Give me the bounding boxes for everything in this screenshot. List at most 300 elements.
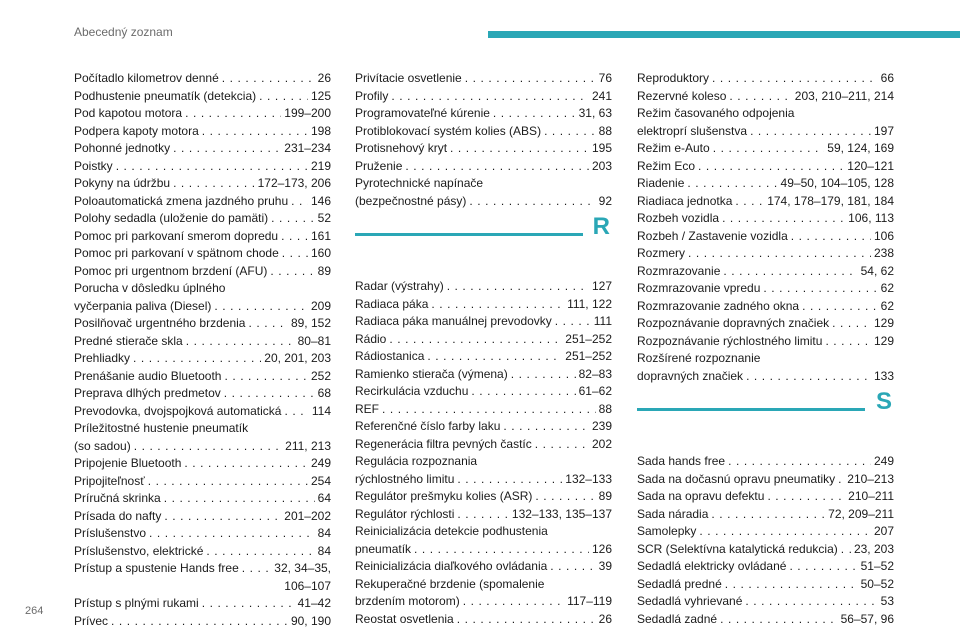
index-entry xyxy=(355,471,612,489)
index-entry-pages: 207 xyxy=(873,524,894,538)
page-header-title: Abecedný zoznam xyxy=(74,25,173,39)
index-entry xyxy=(355,123,612,141)
index-entry-term: (so sadou) xyxy=(74,438,131,453)
section-divider xyxy=(355,213,612,278)
index-entry-term: Sada náradia xyxy=(637,506,709,521)
dot-leader xyxy=(712,70,878,88)
index-entry-pages: 92 xyxy=(598,193,612,208)
index-entry-pages: 202 xyxy=(591,436,612,451)
index-entry-term: Riadenie xyxy=(637,176,685,190)
dot-leader xyxy=(148,473,308,491)
index-entry xyxy=(355,140,612,158)
index-entry xyxy=(74,350,331,368)
index-entry xyxy=(355,558,612,576)
index-entry-term: Rozbeh / Zastavenie vozidla xyxy=(637,228,788,243)
index-entry-term: Rozmery xyxy=(637,246,686,260)
dot-leader xyxy=(802,298,878,316)
dot-leader xyxy=(698,158,844,176)
index-entry xyxy=(74,123,331,141)
index-entry-pages: 120–121 xyxy=(847,158,894,173)
index-entry xyxy=(637,506,894,524)
index-entry-term: Rozšírené rozpoznanie xyxy=(637,351,761,365)
index-entry-term: Radiaca páka xyxy=(355,296,429,311)
dot-leader xyxy=(427,348,562,366)
index-entry-pages: 117–119 xyxy=(567,594,612,608)
index-entry-pages: 132–133 xyxy=(565,471,612,486)
index-entry-term: Rozpoznávanie rýchlostného limitu xyxy=(637,333,823,348)
dot-leader xyxy=(735,193,764,211)
index-entry xyxy=(74,70,331,88)
index-entry xyxy=(637,611,894,629)
index-entry-term: Sada na dočasnú opravu pneumatiky xyxy=(637,471,836,486)
index-entry-term: Rezervné koleso xyxy=(637,88,727,103)
index-entry-pages: 199–200 xyxy=(284,106,331,120)
index-entry xyxy=(637,245,894,263)
index-column-3 xyxy=(637,70,894,628)
dot-leader xyxy=(271,210,315,228)
index-entry xyxy=(74,245,331,263)
index-entry-pages: 54, 62 xyxy=(860,263,894,278)
index-entry xyxy=(355,193,612,211)
index-entry xyxy=(355,488,612,506)
index-entry-term: Poistky xyxy=(74,158,113,173)
index-entry-term: rýchlostného limitu xyxy=(355,471,455,486)
index-entry-term: Regulácia rozpoznania xyxy=(355,454,478,468)
index-entry-pages: 201–202 xyxy=(284,508,331,523)
index-entry-pages: 241 xyxy=(591,88,612,103)
index-entry xyxy=(355,366,612,384)
index-entry-pages: 126 xyxy=(591,541,612,556)
index-entry xyxy=(74,613,331,631)
index-entry xyxy=(637,471,894,489)
index-entry xyxy=(74,595,331,613)
index-entry-pages: 62 xyxy=(880,281,894,295)
index-entry-term: pneumatík xyxy=(355,541,412,556)
index-entry xyxy=(74,438,331,456)
index-entry xyxy=(355,611,612,629)
index-entry xyxy=(74,263,331,281)
dot-leader xyxy=(282,245,308,263)
index-entry-term: Pod kapotou motora xyxy=(74,106,183,120)
index-entry xyxy=(74,105,331,123)
index-entry-pages: 80–81 xyxy=(297,333,331,348)
index-entry-term: Režim Eco xyxy=(637,158,696,173)
index-entry-pages: 127 xyxy=(591,279,612,293)
dot-leader xyxy=(202,595,295,613)
dot-leader xyxy=(550,558,595,576)
index-entry-pages: 239 xyxy=(591,419,612,433)
index-entry xyxy=(355,296,612,314)
index-entry-term: Rozbeh vozidla xyxy=(637,211,720,225)
index-entry-pages: 111 xyxy=(593,314,612,328)
index-entry-pages: 174, 178–179, 181, 184 xyxy=(767,193,894,208)
index-entry xyxy=(637,453,894,471)
index-entry xyxy=(355,88,612,106)
index-entry-pages: 106, 113 xyxy=(848,211,894,225)
dot-leader xyxy=(789,558,857,576)
index-entry xyxy=(74,508,331,526)
index-entry-pages: 197 xyxy=(873,123,894,138)
index-entry-term: Protiblokovací systém kolies (ABS) xyxy=(355,123,542,138)
index-entry-pages: 160 xyxy=(310,246,331,260)
dot-leader xyxy=(270,263,314,281)
index-entry-term: Sedadlá predné xyxy=(637,576,722,591)
index-entry-term: Reproduktory xyxy=(637,71,710,85)
index-entry-term: Profily xyxy=(355,88,389,103)
index-entry xyxy=(355,401,612,419)
dot-leader xyxy=(248,315,288,333)
dot-leader xyxy=(728,453,871,471)
index-entry-pages: 26 xyxy=(598,611,612,626)
index-entry-pages: 89, 152 xyxy=(290,316,331,330)
index-entry xyxy=(74,385,331,403)
index-entry xyxy=(637,88,894,106)
dot-leader xyxy=(111,613,288,631)
index-entry-pages: 59, 124, 169 xyxy=(827,141,894,155)
section-letter: R xyxy=(592,213,610,240)
index-entry-term: REF xyxy=(355,401,379,416)
dot-leader xyxy=(447,278,589,296)
dot-leader xyxy=(711,506,825,524)
index-entry xyxy=(637,368,894,386)
index-entry xyxy=(637,70,894,88)
index-entry xyxy=(74,158,331,176)
index-entry-pages: 238 xyxy=(873,246,894,260)
index-entry-term: Podpera kapoty motora xyxy=(74,123,199,138)
index-entry xyxy=(355,158,612,176)
dot-leader xyxy=(723,263,857,281)
index-entry xyxy=(637,210,894,228)
index-entry xyxy=(74,210,331,228)
dot-leader xyxy=(535,488,595,506)
dot-leader xyxy=(457,471,562,489)
index-entry-term: Prehliadky xyxy=(74,351,131,365)
dot-leader xyxy=(687,175,777,193)
index-entry-pages: 56–57, 96 xyxy=(840,611,894,626)
dot-leader xyxy=(535,436,589,454)
index-entry-pages: 41–42 xyxy=(297,596,331,610)
index-entry xyxy=(637,263,894,281)
dot-leader xyxy=(259,88,308,106)
index-entry xyxy=(74,333,331,351)
index-entry xyxy=(637,158,894,176)
dot-leader xyxy=(184,455,308,473)
index-entry-term: Rekuperačné brzdenie (spomalenie xyxy=(355,576,545,591)
dot-leader xyxy=(465,70,596,88)
index-entry-term: Protisnehový kryt xyxy=(355,141,448,155)
index-entry-pages: 89 xyxy=(317,263,331,278)
page-number: 264 xyxy=(25,605,44,617)
index-entry-term: Rozmrazovanie xyxy=(637,263,721,278)
index-entry-term: Sada na opravu defektu xyxy=(637,489,765,503)
index-entry-term: Radiaca páka manuálnej prevodovky xyxy=(355,314,552,328)
dot-leader xyxy=(763,280,877,298)
index-entry xyxy=(74,88,331,106)
index-entry xyxy=(637,123,894,141)
index-entry-pages: 219 xyxy=(310,158,331,173)
index-entry-term: Režim e-Auto xyxy=(637,141,710,155)
index-entry xyxy=(355,313,612,331)
index-entry xyxy=(637,298,894,316)
dot-leader xyxy=(414,541,589,559)
index-entry-term: Príslušenstvo, elektrické xyxy=(74,543,204,558)
dot-leader xyxy=(149,525,315,543)
index-entry-term: Samolepky xyxy=(637,524,697,538)
index-entry xyxy=(355,593,612,611)
index-entry-term: Príslušenstvo xyxy=(74,526,147,540)
index-entry-pages: 32, 34–35, xyxy=(274,561,331,575)
index-entry-pages: 114 xyxy=(311,403,331,418)
index-entry-term: Riadiaca jednotka xyxy=(637,193,733,208)
index-entry-pages: 52 xyxy=(317,211,331,225)
index-entry-term: Regulátor rýchlosti xyxy=(355,506,455,521)
index-entry-term: Sedadlá elektricky ovládané xyxy=(637,559,787,573)
dot-leader xyxy=(555,313,591,331)
index-entry-term: dopravných značiek xyxy=(637,368,744,383)
index-entry-term: Režim časovaného odpojenia xyxy=(637,106,795,120)
index-entry-pages: 66 xyxy=(880,71,894,85)
index-entry-term: Poloautomatická zmena jazdného pruhu xyxy=(74,193,289,208)
index-entry-term: Sedadlá vyhrievané xyxy=(637,594,743,608)
index-entry-term: Posilňovač urgentného brzdenia xyxy=(74,316,246,330)
index-entry-pages: 64 xyxy=(317,491,331,505)
index-entry-pages: 90, 190 xyxy=(290,613,331,628)
dot-leader xyxy=(173,140,281,158)
index-entry-term: Regulátor prešmyku kolies (ASR) xyxy=(355,489,533,503)
index-entry xyxy=(637,175,894,193)
dot-leader xyxy=(825,333,871,351)
index-entry-pages: 125 xyxy=(310,88,331,103)
index-entry xyxy=(637,193,894,211)
index-entry xyxy=(637,140,894,158)
index-entry-pages: 249 xyxy=(873,454,894,468)
index-column-2 xyxy=(355,70,612,628)
index-entry-pages: 88 xyxy=(598,401,612,416)
index-entry-term: Regenerácia filtra pevných častíc xyxy=(355,436,532,451)
index-entry-term: Reinicializácia diaľkového ovládania xyxy=(355,559,548,573)
index-entry-term: Pruženie xyxy=(355,158,403,173)
index-entry xyxy=(637,576,894,594)
index-entry-term: Počítadlo kilometrov denné xyxy=(74,71,219,85)
index-entry-pages: 31, 63 xyxy=(578,106,612,120)
index-entry-pages: 254 xyxy=(310,473,331,488)
index-entry xyxy=(355,105,612,123)
dot-leader xyxy=(511,366,576,384)
index-entry xyxy=(637,488,894,506)
index-entry-pages: 51–52 xyxy=(860,559,894,573)
index-entry-term: Pripojenie Bluetooth xyxy=(74,456,182,470)
dot-leader xyxy=(746,368,871,386)
index-entry-pages: 89 xyxy=(598,489,612,503)
index-entry xyxy=(637,523,894,541)
index-entry-pages: 252 xyxy=(310,368,331,383)
dot-leader xyxy=(281,228,308,246)
dot-leader xyxy=(214,298,308,316)
index-entry-term: Prísada do nafty xyxy=(74,508,162,523)
dot-leader xyxy=(391,88,589,106)
index-entry-term: Referenčné číslo farby laku xyxy=(355,419,501,433)
dot-leader xyxy=(469,193,595,211)
index-entry-pages: 50–52 xyxy=(860,576,894,591)
index-entry-pages: 53 xyxy=(880,594,894,608)
index-entry-pages: 211, 213 xyxy=(285,438,331,453)
dot-leader xyxy=(133,350,261,368)
index-entry xyxy=(74,560,331,578)
index-entry-term: Predné stierače skla xyxy=(74,333,183,348)
dot-leader xyxy=(116,158,308,176)
index-entry xyxy=(355,278,612,296)
index-entry-pages: 68 xyxy=(317,386,331,400)
dot-leader xyxy=(767,488,845,506)
dot-leader xyxy=(389,331,562,349)
index-entry-pages: 84 xyxy=(317,543,331,558)
index-entry-term: Pohonné jednotky xyxy=(74,141,171,155)
index-entry-term: Ramienko stierača (výmena) xyxy=(355,366,508,381)
index-entry xyxy=(355,436,612,454)
index-entry xyxy=(637,593,894,611)
index-entry-pages: 82–83 xyxy=(578,366,612,381)
index-entry xyxy=(74,140,331,158)
index-entry-pages: 132–133, 135–137 xyxy=(511,506,612,521)
index-entry-pages: 210–213 xyxy=(847,471,894,486)
index-entry-term: Polohy sedadla (uloženie do pamäti) xyxy=(74,211,269,225)
dot-leader xyxy=(284,403,308,421)
index-entry-term: Rádio xyxy=(355,331,387,346)
dot-leader xyxy=(750,123,871,141)
index-entry-pages: 129 xyxy=(873,316,894,330)
index-entry-pages: 198 xyxy=(310,123,331,138)
index-entry-term: Sada hands free xyxy=(637,454,726,468)
index-entry-term: Príručná skrinka xyxy=(74,491,161,505)
index-entry xyxy=(355,383,612,401)
index-entry-pages: 76 xyxy=(598,71,612,85)
index-entry-pages: 111, 122 xyxy=(567,296,612,311)
index-entry-pages: 251–252 xyxy=(565,331,612,346)
section-divider xyxy=(637,388,894,453)
dot-leader xyxy=(164,490,315,508)
index-entry xyxy=(355,541,612,559)
index-entry-term: Podhustenie pneumatík (detekcia) xyxy=(74,88,257,103)
index-entry-pages: 62 xyxy=(880,298,894,313)
index-entry-term: Rozpoznávanie dopravných značiek xyxy=(637,316,830,330)
dot-leader xyxy=(471,383,575,401)
index-entry-term: Príležitostné hustenie pneumatík xyxy=(74,421,249,435)
dot-leader xyxy=(202,123,308,141)
index-entry-pages: 84 xyxy=(317,526,331,540)
index-entry-term: Preprava dlhých predmetov xyxy=(74,386,221,400)
index-entry-term: Porucha v dôsledku úplného xyxy=(74,281,226,295)
index-entry-pages-continued: 106–107 xyxy=(284,578,331,593)
index-entry-term: Pomoc pri parkovaní v spätnom chode xyxy=(74,246,279,260)
dot-leader xyxy=(224,368,308,386)
index-entry xyxy=(355,418,612,436)
index-entry-pages: 251–252 xyxy=(565,349,612,363)
dot-leader xyxy=(382,401,596,419)
index-entry-pages: 23, 203 xyxy=(853,541,894,556)
index-entry-pages: 72, 209–211 xyxy=(828,506,894,521)
dot-leader xyxy=(791,228,871,246)
index-entry-term: Prístup s plnými rukami xyxy=(74,596,199,610)
index-entry-pages: 172–173, 206 xyxy=(257,176,331,190)
index-entry xyxy=(74,403,331,421)
index-entry-term: Reinicializácia detekcie podhustenia xyxy=(355,524,548,538)
index-entry xyxy=(355,348,612,366)
dot-leader xyxy=(720,611,838,629)
section-rule xyxy=(355,233,583,236)
index-entry xyxy=(637,333,894,351)
dot-leader xyxy=(164,508,281,526)
dot-leader xyxy=(713,140,825,158)
header-accent-bar xyxy=(488,31,960,38)
dot-leader xyxy=(185,105,281,123)
index-entry-term: Sedadlá zadné xyxy=(637,611,718,626)
index-entry-term: brzdením motorom) xyxy=(355,594,460,608)
dot-leader xyxy=(544,123,596,141)
index-entry-term: Pomoc pri parkovaní smerom dopredu xyxy=(74,228,279,243)
index-entry-pages: 195 xyxy=(591,141,612,155)
index-entry-pages: 39 xyxy=(598,559,612,573)
index-entry-pages: 26 xyxy=(317,71,331,85)
index-entry xyxy=(74,490,331,508)
index-entry-pages: 61–62 xyxy=(578,384,612,398)
dot-leader xyxy=(841,541,851,559)
index-entry-term: Rozmrazovanie zadného okna xyxy=(637,298,800,313)
index-entry-pages: 161 xyxy=(310,228,331,243)
index-entry-term: Rádiostanica xyxy=(355,349,425,363)
dot-leader xyxy=(699,523,871,541)
section-letter: S xyxy=(875,388,892,415)
dot-leader xyxy=(729,88,791,106)
index-entry-pages: 203, 210–211, 214 xyxy=(794,88,894,103)
dot-leader xyxy=(838,471,844,489)
index-entry-term: Prístup a spustenie Hands free xyxy=(74,561,239,575)
dot-leader xyxy=(745,593,877,611)
index-entry xyxy=(355,506,612,524)
index-entry xyxy=(637,558,894,576)
dot-leader xyxy=(222,70,315,88)
index-entry-term: elektroprí slušenstva xyxy=(637,123,748,138)
index-entry-term: vyčerpania paliva (Diesel) xyxy=(74,298,212,313)
index-entry xyxy=(74,473,331,491)
index-entry xyxy=(637,280,894,298)
index-entry-pages: 249 xyxy=(310,456,331,470)
index-entry-pages: 88 xyxy=(598,123,612,138)
dot-leader xyxy=(722,210,845,228)
dot-leader xyxy=(173,175,255,193)
dot-leader xyxy=(186,333,295,351)
dot-leader xyxy=(457,611,596,629)
index-entry-pages: 106 xyxy=(873,228,894,243)
index-entry-term: (bezpečnostné pásy) xyxy=(355,193,467,208)
index-entry xyxy=(74,315,331,333)
index-entry-term: Prívес xyxy=(74,613,109,628)
index-entry-term: Rozmrazovanie vpredu xyxy=(637,281,761,295)
dot-leader xyxy=(431,296,564,314)
index-entry xyxy=(74,193,331,211)
index-entry xyxy=(637,228,894,246)
index-entry-pages: 209 xyxy=(310,298,331,313)
dot-leader xyxy=(503,418,589,436)
index-entry-term: Pokyny na údržbu xyxy=(74,176,171,190)
index-entry-term: Reostat osvetlenia xyxy=(355,611,454,626)
index-entry-pages: 20, 201, 203 xyxy=(264,351,331,365)
index-entry xyxy=(355,70,612,88)
index-entry-pages: 133 xyxy=(873,368,894,383)
dot-leader xyxy=(206,543,314,561)
index-entry xyxy=(74,175,331,193)
index-entry xyxy=(74,543,331,561)
index-entry-term: Prenášanie audio Bluetooth xyxy=(74,368,222,383)
